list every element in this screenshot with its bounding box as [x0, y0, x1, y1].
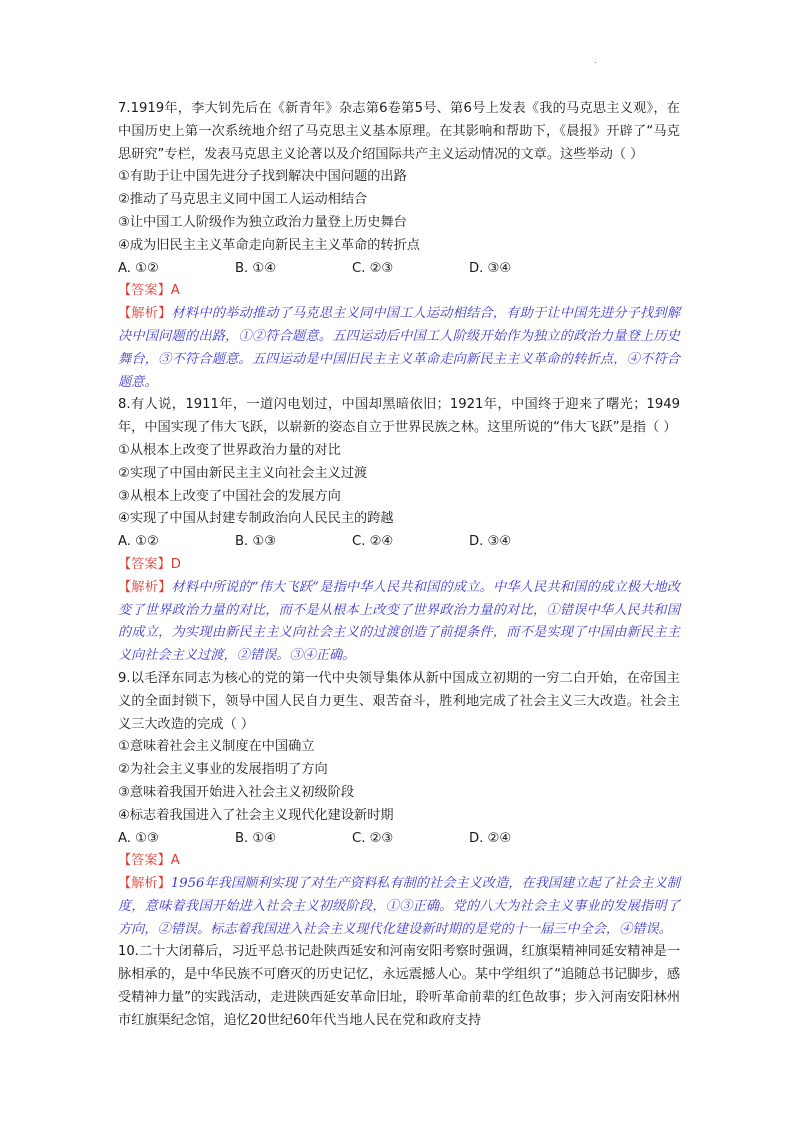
explanation-text: 1956年我国顺利实现了对生产资料私有制的社会主义改造，在我国建立起了社会主义制度，意味着我国开始进入社会主义初级阶段，①③正确。党的八大为社会主义事业的发展指明了方向，②错误。标志着我国进入社会主义现代化建设新时期的是党的十一届三中全会，④错误。: [118, 876, 680, 937]
statement-item: ④标志着我国进入了社会主义现代化建设新时期: [118, 807, 394, 823]
option-b: B. ①③: [235, 534, 277, 550]
corner-mark: .: [594, 56, 597, 65]
answer-tag: 【答案】: [118, 556, 171, 572]
question-stem: 8.有人说，1911年，一道闪电划过，中国却黑暗依旧；1921年，中国终于迎来了曙光；1949年，中国实现了伟大飞跃，以崭新的姿态自立于世界民族之林。这里所说的“伟大飞跃”是指（ ）: [118, 397, 680, 436]
statement-item: ④实现了中国从封建专制政治向人民民主的跨越: [118, 511, 394, 527]
answer-options: [118, 828, 680, 851]
statement-item: ①有助于让中国先进分子找到解决中国问题的出路: [118, 169, 407, 185]
explanation-tag: 【解析】: [118, 306, 172, 322]
explanation-tag: 【解析】: [118, 579, 172, 595]
option-b: B. ①④: [235, 260, 277, 276]
statement-item: ③意味着我国开始进入社会主义初级阶段: [118, 784, 355, 800]
statement-item: ①从根本上改变了世界政治力量的对比: [118, 442, 341, 458]
question-stem: 10.二十大闭幕后，习近平总书记赴陕西延安和河南安阳考察时强调，红旗渠精神同延安精神是一脉相承的，是中华民族不可磨灭的历史记忆，永远震撼人心。某中学组织了“追随总书记脚步，感受精神力量”的实践活动，走进陕西延安革命旧址，聆听革命前辈的红色故事；步入河南安阳林州市红旗渠纪念馆，追忆20世纪60年代当地人民在党和政府支持: [118, 944, 681, 1028]
question-stem: 7.1919年，李大钊先后在《新青年》杂志第6卷第5号、第6号上发表《我的马克思主义观》，在中国历史上第一次系统地介绍了马克思主义基本原理。在其影响和帮助下，《晨报》开辟了“马克思研究”专栏，发表马克思主义论著以及介绍国际共产主义运动情况的文章。这些举动（ ）: [118, 101, 680, 162]
question-7: [118, 98, 680, 394]
answer-tag: 【答案】: [118, 853, 171, 869]
statement-item: ①意味着社会主义制度在中国确立: [118, 739, 315, 755]
statement-item: ②实现了中国由新民主主义向社会主义过渡: [118, 465, 368, 481]
answer-tag: 【答案】: [118, 283, 171, 299]
statement-item: ④成为旧民主主义革命走向新民主主义革命的转折点: [118, 237, 420, 253]
question-10: [118, 941, 680, 1032]
answer-value: D: [170, 556, 181, 572]
answer-line: [118, 280, 680, 303]
statement-item: ③从根本上改变了中国社会的发展方向: [118, 488, 341, 504]
explanation: [118, 873, 680, 941]
explanation: [118, 303, 680, 394]
answer-value: A: [170, 283, 180, 299]
option-c: C. ②③: [352, 830, 394, 846]
option-c: C. ②④: [352, 534, 394, 550]
explanation-text: 材料中所说的“伟大飞跃”是指中华人民共和国的成立。中华人民共和国的成立极大地改变了世界政治力量的对比，而不是从根本上改变了世界政治力量的对比，①错误中华人民共和国的成立，为实现由新民主主义向社会主义的过渡创造了前提条件，而不是实现了中国由新民主主义向社会主义过渡，②错误。③④正确。: [118, 579, 681, 664]
question-stem: 9.以毛泽东同志为核心的党的第一代中央领导集体从新中国成立初期的一穷二白开始，在帝国主义的全面封锁下，领导中国人民自力更生、艰苦奋斗，胜利地完成了社会主义三大改造。社会主义三大改造的完成（ ）: [118, 670, 680, 732]
explanation-tag: 【解析】: [118, 876, 171, 892]
question-8: [118, 394, 680, 668]
statement-item: ③让中国工人阶级作为独立政治力量登上历史舞台: [118, 214, 407, 230]
question-9: [118, 668, 680, 942]
document-body: [118, 98, 680, 1033]
option-a: A. ①③: [118, 830, 159, 846]
answer-options: [118, 258, 680, 281]
answer-line: [118, 554, 680, 577]
answer-value: A: [170, 853, 180, 869]
explanation-text: 材料中的举动推动了马克思主义同中国工人运动相结合，有助于让中国先进分子找到解决中国问题的出路，①②符合题意。五四运动后中国工人阶级开始作为独立的政治力量登上历史舞台，③不符合题意。五四运动是中国旧民主主义革命走向新民主主义革命的转折点，④不符合题意。: [118, 306, 681, 390]
explanation: [118, 577, 680, 668]
option-a: A. ①②: [118, 534, 159, 550]
option-d: D. ③④: [469, 260, 512, 276]
option-a: A. ①②: [118, 260, 159, 276]
statement-item: ②为社会主义事业的发展指明了方向: [118, 762, 328, 778]
answer-line: [118, 850, 680, 873]
answer-options: [118, 531, 680, 554]
statement-item: ②推动了马克思主义同中国工人运动相结合: [118, 192, 368, 208]
option-d: D. ③④: [469, 534, 512, 550]
option-c: C. ②③: [352, 260, 394, 276]
option-d: D. ②④: [469, 830, 512, 846]
option-b: B. ①④: [235, 830, 277, 846]
